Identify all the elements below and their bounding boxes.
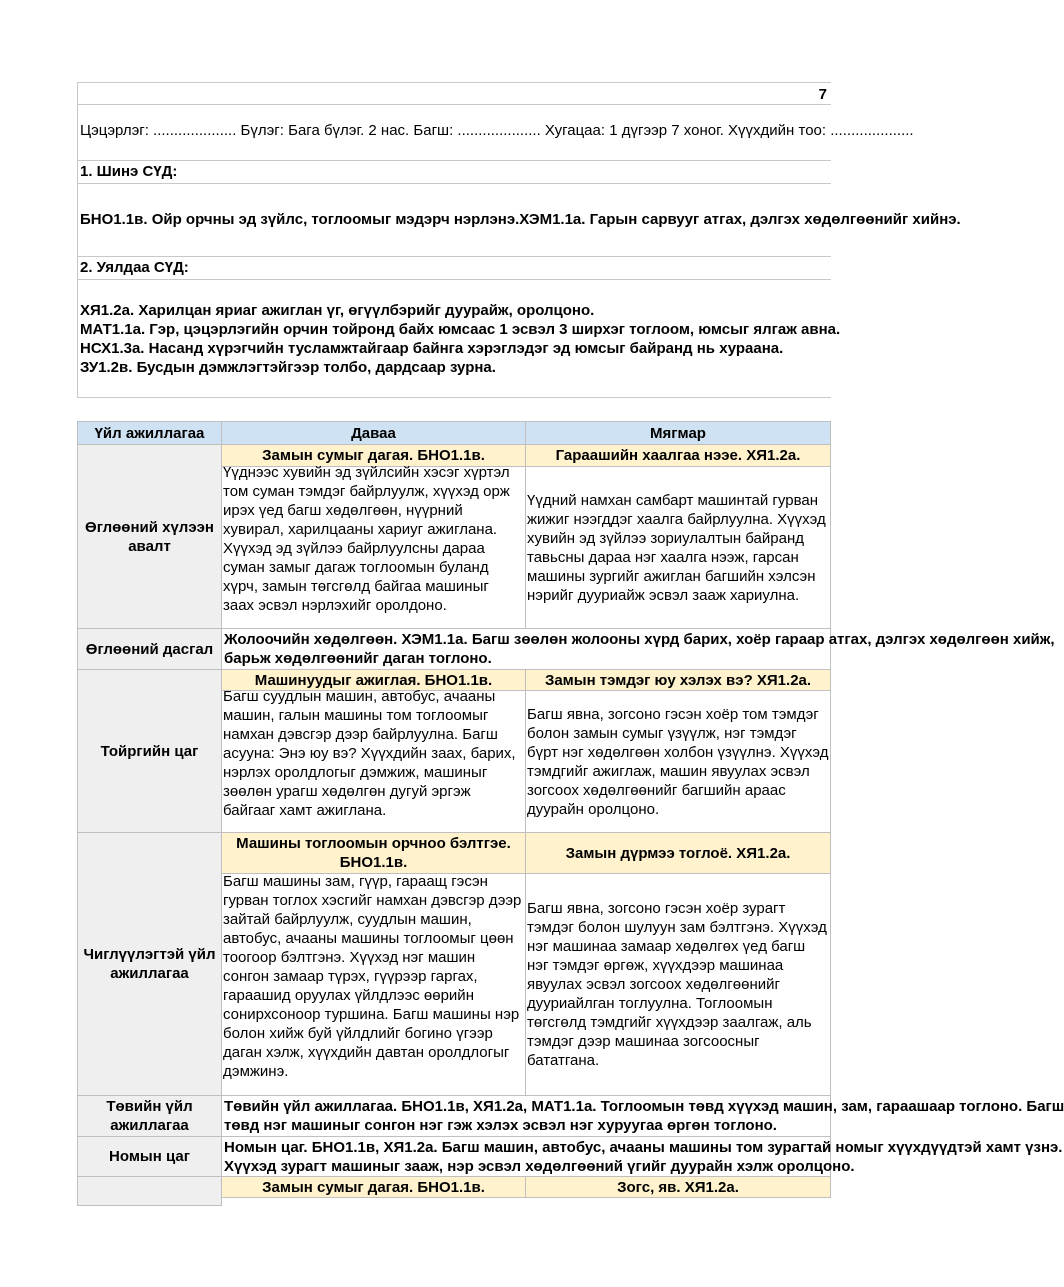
book-time-line: Номын цаг. БНО1.1в, ХЯ1.2а. Багш машин, автобус, ачааны машины том зурагтай номыг хүүхдүүдтэй хамт үзнэ.	[224, 1139, 1063, 1156]
column-header-monday: Даваа	[221, 421, 526, 445]
section1-title: 1. Шинэ СҮД:	[80, 163, 178, 180]
tuesday-activity-body: Багш явна, зогсоно гэсэн хоёр зурагт тэмдэг болон шулуун зам бэлтгэнэ. Хүүхэд нэг машинаа замаар хөдөлгөх үед багш нэг тэмдэг өргөж, хүүхдээр машинаа явуулах эсвэл зогсоох хөдөлгөөнийг дууриайлган тоглуулна. Тоглоомын төгсгөлд тэмдгийг хүүхдээр заалгаж, аль тэмдэг дээр машинаа зогсоосныг бататгана.	[527, 900, 827, 1069]
row-label-morning-exercise: Өглөөний дасгал	[77, 628, 222, 670]
section2-line: МАТ1.1а. Гэр, цэцэрлэгийн орчин тойронд байх юмсаас 1 эсвэл 3 ширхэг тоглоом, юмсыг ялгаж авна.	[80, 321, 841, 338]
row-label-focused-activity: Чиглүүлэгтэй үйл ажиллагаа	[77, 832, 222, 1096]
morning-exercise-line: Жолоочийн хөдөлгөөн. ХЭМ1.1а. Багш зөөлөн жолооны хүрд барих, хоёр гараар атгах, дэлгэх хөдөлгөөн хийж,	[224, 631, 1055, 648]
row-label-center-activity: Төвийн үйл ажиллагаа	[77, 1095, 222, 1137]
tuesday-activity-title: Гараашийн хаалгаа нээе. ХЯ1.2а.	[525, 444, 831, 467]
tuesday-activity-title: Замын дүрмээ тоглоё. ХЯ1.2а.	[525, 832, 831, 874]
center-activity-line: Төвийн үйл ажиллагаа. БНО1.1в, ХЯ1.2а, МАТ1.1а. Тоглоомын төвд хүүхэд машин, зам, гараашаар тоглоно. Багш	[224, 1098, 1064, 1115]
monday-activity-body: Үүднээс хувийн эд зүйлсийн хэсэг хүртэл том суман тэмдэг байрлуулж, хүүхэд орж ирэх үед багш хөдөлгөөн, нүүрний хувирал, харилцааны хариуг ажиглана. Хүүхэд эд зүйлээ байрлуулсны дараа суман замыг дагаж тоглоомын буланд хүрч, замын төгсгөлд байгаа машиныг заах эсвэл нэрлэхийг оролдоно.	[223, 464, 510, 614]
monday-activity-text	[221, 690, 526, 833]
section1-text: БНО1.1в. Ойр орчны эд зүйлс, тоглоомыг мэдэрч нэрлэнэ.ХЭМ1.1а. Гарын сарвууг атгах, дэлгэх хөдөлгөөнийг хийнэ.	[80, 211, 961, 228]
section2-line: ХЯ1.2а. Харилцан яриаг ажиглан үг, өгүүлбэрийг дуурайж, оролцоно.	[80, 302, 595, 319]
monday-activity-body: Багш суудлын машин, автобус, ачааны машин, галын машины том тоглоомыг намхан дэвсгэр дээр байрлуулна. Багш асууна: Энэ юу вэ? Хүүхдийн заах, барих, нэрлэх оролдлогыг дэмжиж, машиныг зөөлөн урагш хөдөлгөн дугуй эргэж байгааг хамт ажиглана.	[223, 688, 516, 819]
page-number: 7	[818, 86, 827, 103]
activity-table	[77, 421, 1064, 1198]
section2-line: ЗУ1.2в. Бусдын дэмжлэгтэйгээр толбо, дардсаар зурна.	[80, 359, 496, 376]
column-header-activity: Үйл ажиллагаа	[77, 421, 222, 445]
row-label-next	[77, 1176, 222, 1206]
tuesday-activity-body: Багш явна, зогсоно гэсэн хоёр том тэмдэг болон замын сумыг үзүүлж, нэг тэмдэг бүрт нэг хөдөлгөөн холбон үзүүлнэ. Хүүхэд тэмдгийг ажиглаж, машин явуулах эсвэл зогсоох хөдөлгөөнийг багшийн араас дуурайн оролцоно.	[527, 705, 829, 818]
section2-line: НСХ1.3а. Насанд хүрэгчийн тусламжтайгаар байнга хэрэглэдэг эд юмсыг байранд нь хураана.	[80, 340, 784, 357]
monday-activity-title: Замын сумыг дагая. БНО1.1в.	[221, 444, 526, 467]
monday-activity-title: Машины тоглоомын орчноо бэлтгэе. БНО1.1в.	[221, 832, 526, 874]
book-time-text	[221, 1136, 1063, 1177]
monday-activity-title: Замын сумыг дагая. БНО1.1в.	[221, 1176, 526, 1198]
book-time-line: Хүүхэд зурагт машиныг зааж, нэр эсвэл хөдөлгөөний үгийг дуурайн хэлж оролцоно.	[224, 1158, 855, 1175]
center-activity-text	[221, 1095, 1064, 1137]
monday-activity-text	[221, 873, 526, 1096]
row-label-book-time: Номын цаг	[77, 1136, 222, 1177]
center-activity-line: төвд нэг машиныг сонгон нэг гэж хэлэх эсвэл нэг хуруугаа өргөн тоглоно.	[224, 1117, 777, 1134]
tuesday-activity-title: Замын тэмдэг юу хэлэх вэ? ХЯ1.2а.	[525, 669, 831, 691]
section2-title: 2. Уялдаа СҮД:	[80, 259, 189, 276]
info-line: Цэцэрлэг: .................... Бүлэг: Бага бүлэг. 2 нас. Багш: .................... Хугацаа: 1 дүгээр 7 хоног. Хүүхдийн тоо: ....................	[80, 122, 914, 139]
row-label-morning-greeting: Өглөөний хүлээн авалт	[77, 444, 222, 629]
tuesday-activity-text	[525, 873, 831, 1096]
monday-activity-title: Машинуудыг ажиглая. БНО1.1в.	[221, 669, 526, 691]
tuesday-activity-text	[525, 466, 831, 629]
column-header-tuesday: Мягмар	[525, 421, 831, 445]
monday-activity-body: Багш машины зам, гүүр, гараащ гэсэн гурван тоглох хэсгийг намхан дэвсгэр дээр зайтай байрлуулж, суудлын машин, автобус, ачааны машины тоглоомыг цөөн тоогоор бэлтгэнэ. Хүүхэд нэг машин сонгон замаар түрэх, гүүрээр гаргах, гараашид оруулах үйлдлээс өөрийн сонирхсоноор туршина. Багш машины нэр болон хийж буй үйлдлийг богино үгээр даган хэлж, хүүхдийн давтан оролдлогыг дэмжинэ.	[223, 873, 522, 1080]
morning-exercise-line: барьж хөдөлгөөнийг даган тоглоно.	[224, 650, 492, 667]
morning-exercise-text	[221, 628, 1055, 670]
monday-activity-text	[221, 466, 526, 629]
row-label-circle-time: Тойргийн цаг	[77, 669, 222, 833]
plan-header	[77, 82, 961, 398]
tuesday-activity-text	[525, 690, 831, 833]
tuesday-activity-body: Үүдний намхан самбарт машинтай гурван жижиг нээгддэг хаалга байрлуулна. Хүүхэд хувийн эд зүйлээ зориулалтын байранд тавьсны дараа нэг хаалга нээж, гарсан машины зургийг ажиглан багшийн хэлсэн нэрийг дууриайж эсвэл зааж хариулна.	[527, 491, 826, 604]
tuesday-activity-title: Зогс, яв. ХЯ1.2а.	[525, 1176, 831, 1198]
